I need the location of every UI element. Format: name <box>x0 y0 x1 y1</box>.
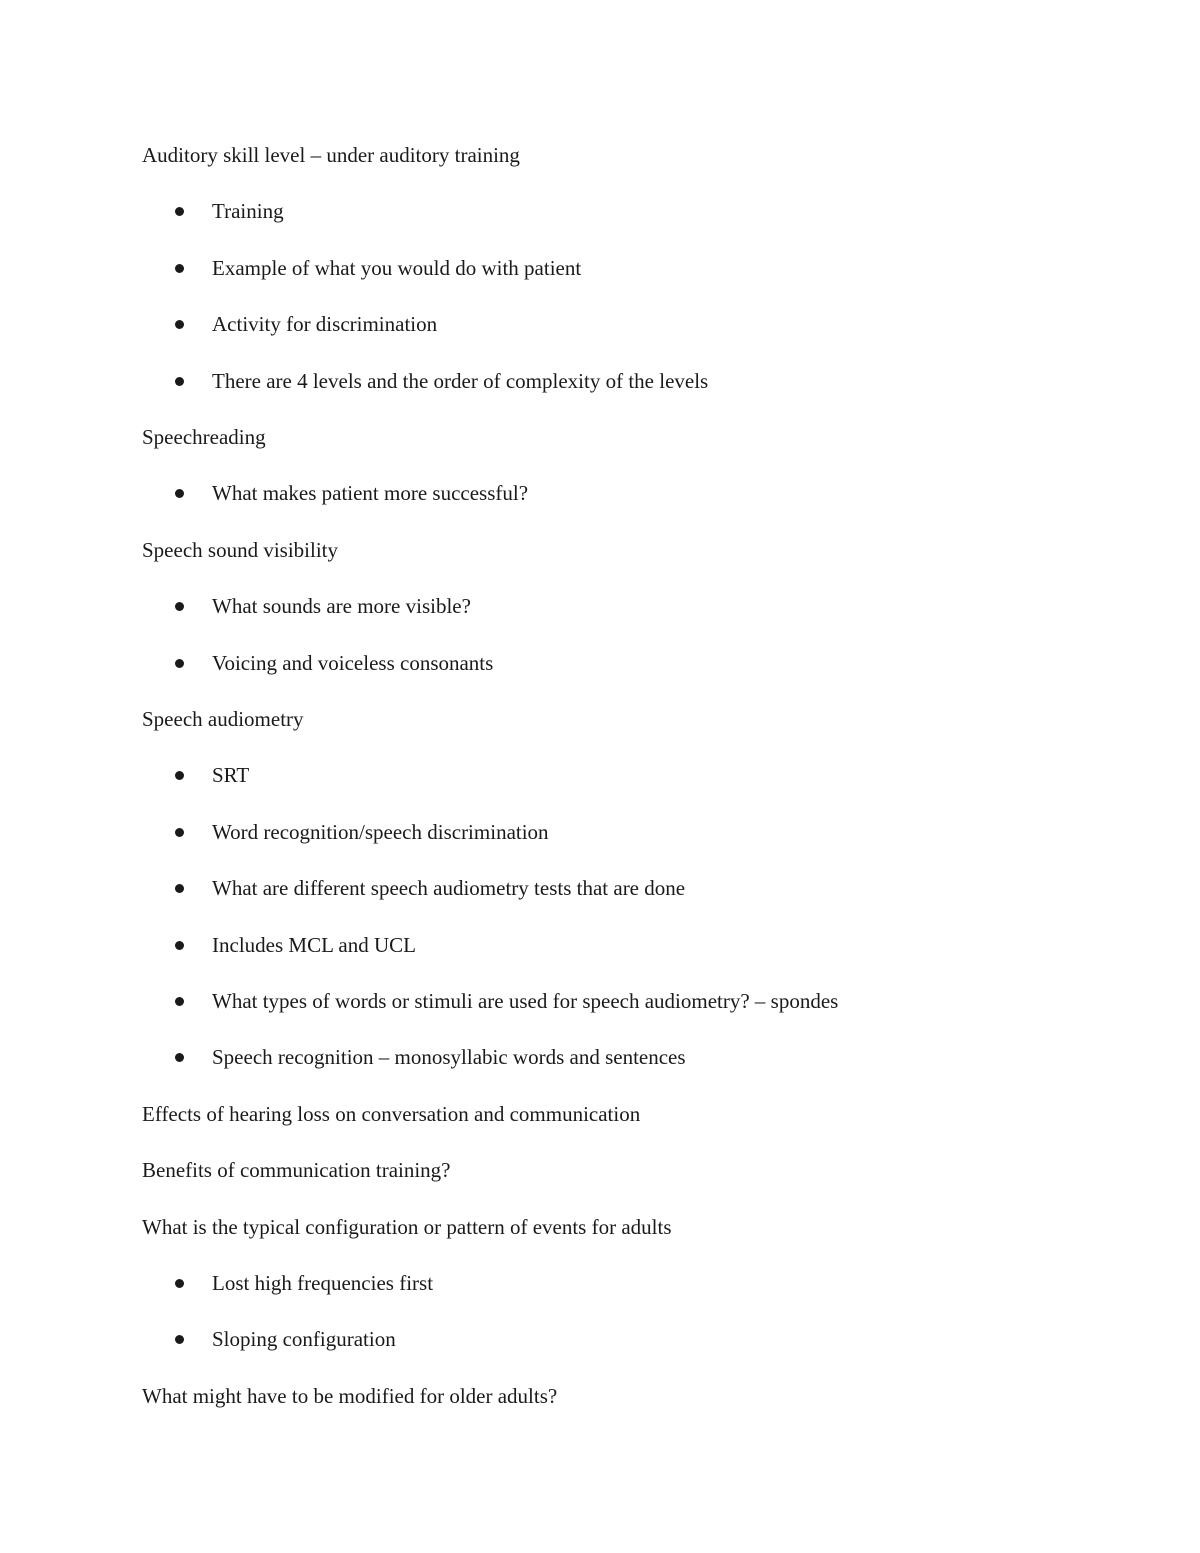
bullet-item <box>212 763 249 787</box>
section-heading <box>142 143 520 167</box>
section-heading-text: Speech sound visibility <box>142 538 338 562</box>
bullet-item <box>212 1045 686 1069</box>
bullet-item-text: Lost high frequencies first <box>212 1271 434 1295</box>
bullet-item-text: Example of what you would do with patient <box>212 256 582 280</box>
bullet-dot-icon <box>175 884 184 893</box>
bullet-item-text: SRT <box>212 763 250 787</box>
bullet-item-text: Sloping configuration <box>212 1327 396 1351</box>
section-heading-text: What is the typical configuration or pattern of events for adults <box>142 1215 672 1239</box>
section-heading-text: Benefits of communication training? <box>142 1158 451 1182</box>
bullet-item-text: Training <box>212 199 284 223</box>
bullet-item-text: What sounds are more visible? <box>212 594 471 618</box>
bullet-dot-icon <box>175 320 184 329</box>
bullet-item <box>212 989 838 1013</box>
bullet-dot-icon <box>175 1335 184 1344</box>
bullet-item <box>212 481 528 505</box>
bullet-item-text: Activity for discrimination <box>212 312 438 336</box>
bullet-item <box>212 256 581 280</box>
bullet-dot-icon <box>175 377 184 386</box>
bullet-item <box>212 876 685 900</box>
bullet-item <box>212 369 708 393</box>
bullet-item-text: Includes MCL and UCL <box>212 933 416 957</box>
bullet-dot-icon <box>175 489 184 498</box>
section-heading <box>142 1158 451 1182</box>
bullet-dot-icon <box>175 941 184 950</box>
section-heading <box>142 1102 640 1126</box>
section-heading-text: Auditory skill level – under auditory training <box>142 143 520 167</box>
bullet-item-text: Word recognition/speech discrimination <box>212 820 549 844</box>
bullet-item-text: There are 4 levels and the order of complexity of the levels <box>212 369 709 393</box>
bullet-item <box>212 312 437 336</box>
bullet-item <box>212 199 284 223</box>
section-heading-text: What might have to be modified for older adults? <box>142 1384 558 1408</box>
section-heading <box>142 538 338 562</box>
bullet-item-text: Speech recognition – monosyllabic words and sentences <box>212 1045 686 1069</box>
section-heading-text: Speech audiometry <box>142 707 304 731</box>
bullet-item <box>212 651 493 675</box>
bullet-dot-icon <box>175 1279 184 1288</box>
bullet-item-text: What types of words or stimuli are used for speech audiometry? – spondes <box>212 989 839 1013</box>
bullet-item-text: What are different speech audiometry tests that are done <box>212 876 686 900</box>
section-heading <box>142 1384 557 1408</box>
bullet-item-text: What makes patient more successful? <box>212 481 529 505</box>
bullet-dot-icon <box>175 602 184 611</box>
bullet-item <box>212 1327 396 1351</box>
bullet-dot-icon <box>175 207 184 216</box>
bullet-dot-icon <box>175 828 184 837</box>
bullet-dot-icon <box>175 1053 184 1062</box>
section-heading <box>142 1215 672 1239</box>
bullet-dot-icon <box>175 659 184 668</box>
bullet-item <box>212 1271 433 1295</box>
bullet-item <box>212 820 549 844</box>
bullet-dot-icon <box>175 997 184 1006</box>
bullet-item <box>212 594 471 618</box>
section-heading <box>142 425 266 449</box>
section-heading-text: Speechreading <box>142 425 266 449</box>
bullet-item <box>212 933 416 957</box>
section-heading <box>142 707 304 731</box>
bullet-dot-icon <box>175 771 184 780</box>
bullet-dot-icon <box>175 264 184 273</box>
section-heading-text: Effects of hearing loss on conversation and communication <box>142 1102 641 1126</box>
bullet-item-text: Voicing and voiceless consonants <box>212 651 494 675</box>
